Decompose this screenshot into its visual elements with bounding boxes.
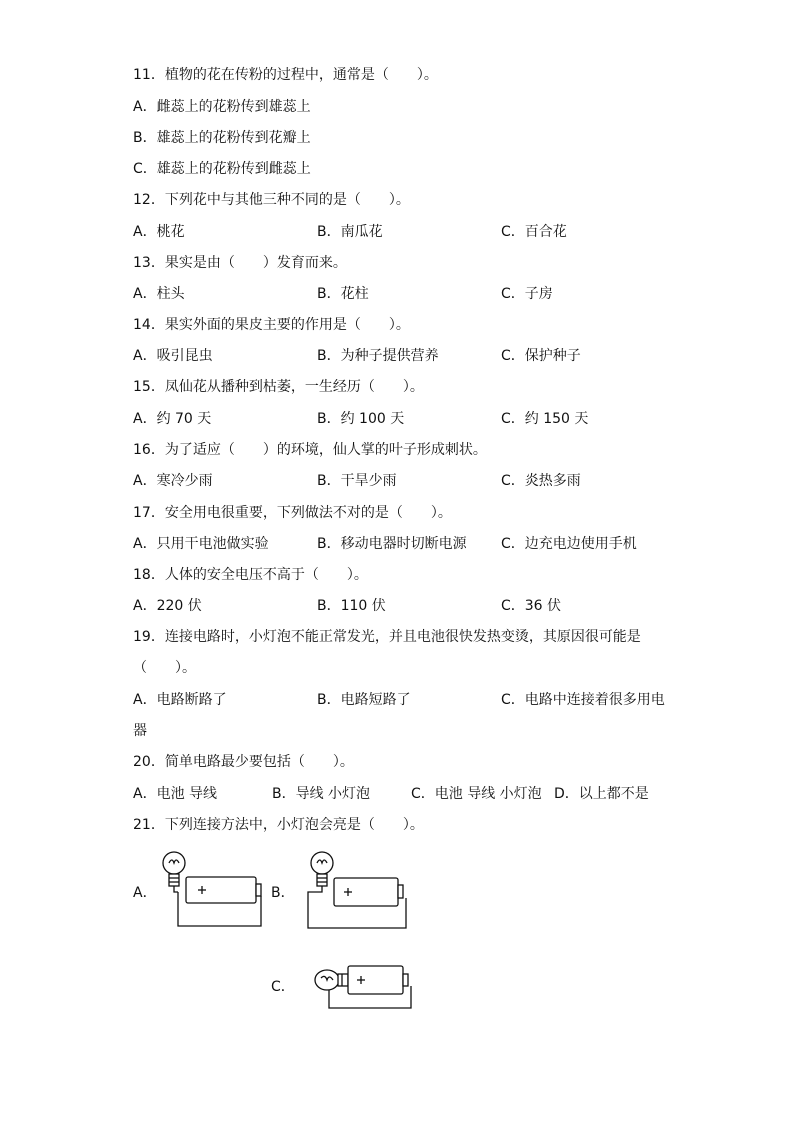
question-20-option-d: D．以上都不是 [554,786,649,802]
figure-a-label: A． [133,885,157,901]
question-19-option-c-continued: 器 [133,723,147,739]
question-19-option-c: C．电路中连接着很多用电 [501,692,665,708]
question-14-option-a: A．吸引昆虫 [133,348,213,364]
question-11-option-a: A．雌蕊上的花粉传到雄蕊上 [133,99,311,115]
question-16-stem: 16．为了适应（ ）的环境，仙人掌的叶子形成刺状。 [133,442,487,458]
question-19-option-b: B．电路短路了 [317,692,411,708]
question-18-stem: 18．人体的安全电压不高于（ ）。 [133,567,368,583]
question-14-option-b: B．为种子提供营养 [317,348,439,364]
question-16-option-c: C．炎热多雨 [501,473,581,489]
question-15-option-c: C．约 150 天 [501,411,589,427]
question-11-stem: 11．植物的花在传粉的过程中，通常是（ ）。 [133,67,438,83]
question-17-option-c: C．边充电边使用手机 [501,536,637,552]
circuit-figure-c [305,960,415,1015]
question-20-option-b: B．导线 小灯泡 [272,786,371,802]
question-19-stem-continued: （ ）。 [133,660,196,676]
question-13-option-c: C．子房 [501,286,553,302]
question-18-option-b: B．110 伏 [317,598,386,614]
question-17-stem: 17．安全用电很重要，下列做法不对的是（ ）。 [133,505,452,521]
figure-c-label: C． [271,979,295,995]
question-20-stem: 20．简单电路最少要包括（ ）。 [133,754,354,770]
question-15-stem: 15．凤仙花从播种到枯萎，一生经历（ ）。 [133,379,424,395]
question-12-stem: 12．下列花中与其他三种不同的是（ ）。 [133,192,410,208]
circuit-figure-b [300,848,420,933]
question-17-option-a: A．只用干电池做实验 [133,536,269,552]
question-13-stem: 13．果实是由（ ）发育而来。 [133,255,347,271]
question-13-option-a: A．柱头 [133,286,185,302]
figure-b-label: B． [271,885,295,901]
question-16-option-b: B．干旱少雨 [317,473,397,489]
question-13-option-b: B．花柱 [317,286,369,302]
question-15-option-b: B．约 100 天 [317,411,405,427]
question-19-stem: 19．连接电路时，小灯泡不能正常发光，并且电池很快发热变烫，其原因很可能是 [133,629,641,645]
question-21-stem: 21．下列连接方法中，小灯泡会亮是（ ）。 [133,817,424,833]
question-14-option-c: C．保护种子 [501,348,581,364]
question-19-option-a: A．电路断路了 [133,692,227,708]
question-20-option-c: C．电池 导线 小灯泡 [411,786,542,802]
question-11-option-b: B．雄蕊上的花粉传到花瓣上 [133,130,311,146]
question-20-option-a: A．电池 导线 [133,786,218,802]
question-18-option-c: C．36 伏 [501,598,562,614]
circuit-figure-a [158,848,268,933]
question-12-option-b: B．南瓜花 [317,224,383,240]
question-17-option-b: B．移动电器时切断电源 [317,536,467,552]
question-11-option-c: C．雄蕊上的花粉传到雌蕊上 [133,161,311,177]
question-12-option-c: C．百合花 [501,224,567,240]
question-12-option-a: A．桃花 [133,224,185,240]
question-15-option-a: A．约 70 天 [133,411,212,427]
question-18-option-a: A．220 伏 [133,598,202,614]
question-16-option-a: A．寒冷少雨 [133,473,213,489]
question-14-stem: 14．果实外面的果皮主要的作用是（ ）。 [133,317,410,333]
